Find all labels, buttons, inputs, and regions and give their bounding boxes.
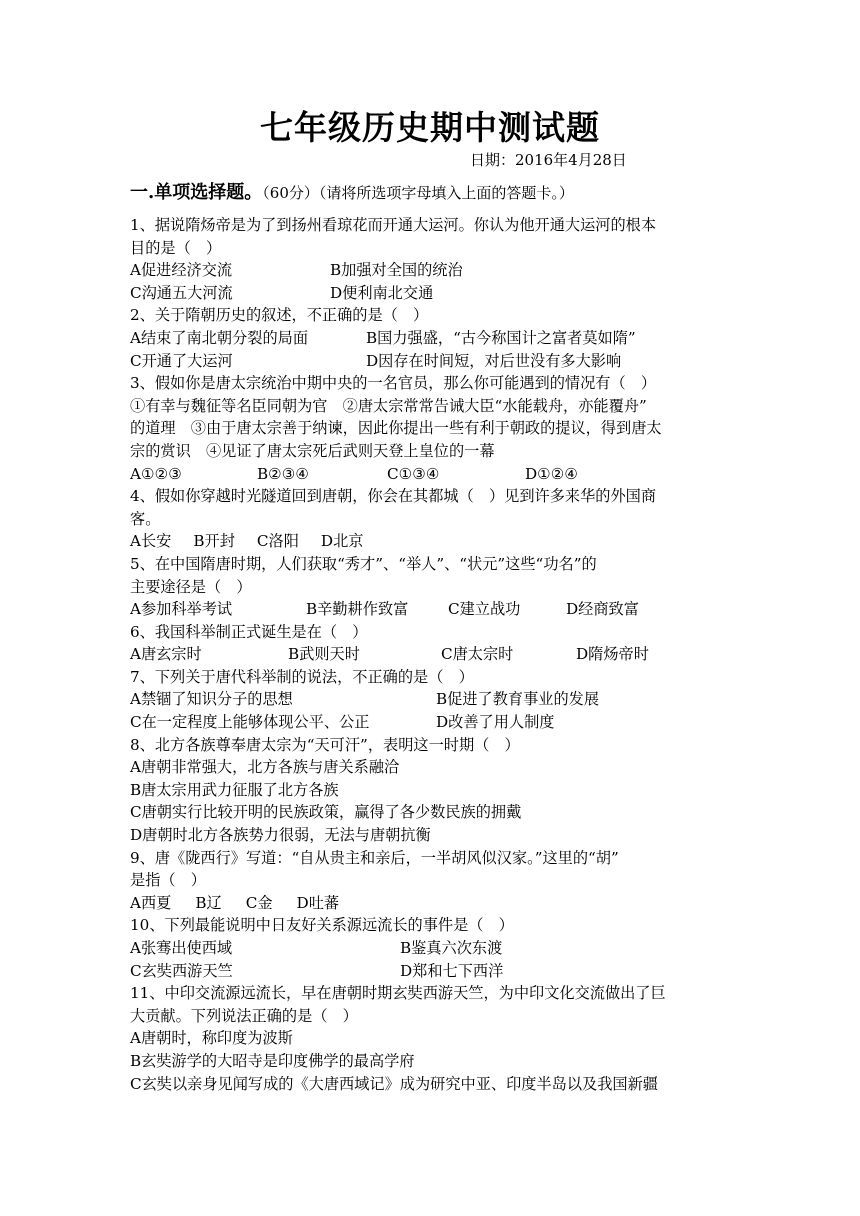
section-title: 一.单项选择题。 xyxy=(130,182,263,203)
exam-date: 日期：2016年4月28日 xyxy=(470,151,627,169)
question-stem: 的道理 ③由于唐太宗善于纳谏，因此你提出一些有利于朝政的提议，得到唐太 xyxy=(130,419,662,438)
option-c[interactable]: C沟通五大河流 xyxy=(130,283,233,302)
question-stem: 宗的赏识 ④见证了唐太宗死后武则天登上皇位的一幕 xyxy=(130,441,495,460)
section-instruction: （请将所选项字母填入上面的答题卡。） xyxy=(318,184,574,202)
option-row xyxy=(130,530,735,553)
option-row xyxy=(130,259,735,282)
option-a[interactable]: A结束了南北朝分裂的局面 xyxy=(130,328,309,347)
option-row xyxy=(130,688,735,711)
option-row xyxy=(130,937,735,960)
question-stem: 主要途径是（ ） xyxy=(130,577,252,596)
question-4 xyxy=(130,485,735,553)
option-d[interactable]: D经商致富 xyxy=(566,600,639,619)
question-2 xyxy=(130,304,735,372)
question-stem: 9、唐《陇西行》写道：“自从贵主和亲后，一半胡风似汉家。”这里的“胡” xyxy=(130,848,619,867)
option-c[interactable]: C在一定程度上能够体现公平、公正 xyxy=(130,713,370,732)
option-a[interactable]: A参加科举考试 xyxy=(130,600,233,619)
question-stem: 8、北方各族尊奉唐太宗为“天可汗”，表明这一时期（ ） xyxy=(130,735,520,754)
option-row xyxy=(130,463,735,486)
option-a[interactable]: A①②③ xyxy=(130,464,182,483)
option-a[interactable]: A唐朝时，称印度为波斯 xyxy=(130,1029,293,1048)
question-7 xyxy=(130,666,735,734)
question-list xyxy=(130,214,735,1095)
question-stem: 目的是（ ） xyxy=(130,238,222,257)
option-d[interactable]: D唐朝时北方各族势力很弱，无法与唐朝抗衡 xyxy=(130,826,431,845)
option-c[interactable]: C唐朝实行比较开明的民族政策，赢得了各少数民族的拥戴 xyxy=(130,803,522,822)
option-d[interactable]: D改善了用人制度 xyxy=(436,713,555,732)
option-b[interactable]: B国力强盛，“古今称国计之富者莫如隋” xyxy=(366,328,636,347)
option-b[interactable]: B开封 xyxy=(193,532,235,551)
question-stem: 是指（ ） xyxy=(130,871,206,890)
question-8 xyxy=(130,734,735,847)
question-stem: 11、中印交流源远流长，早在唐朝时期玄奘西游天竺，为中印文化交流做出了巨 xyxy=(130,984,666,1003)
option-c[interactable]: C洛阳 xyxy=(256,532,299,551)
option-c[interactable]: C①③④ xyxy=(387,464,440,483)
option-a[interactable]: A唐朝非常强大，北方各族与唐关系融洽 xyxy=(130,758,400,777)
option-b[interactable]: B辽 xyxy=(195,893,222,912)
question-5 xyxy=(130,553,735,621)
option-b[interactable]: B鉴真六次东渡 xyxy=(400,939,503,957)
option-d[interactable]: D隋炀帝时 xyxy=(576,645,649,664)
question-stem: 客。 xyxy=(130,509,161,528)
option-c[interactable]: C玄奘西游天竺 xyxy=(130,961,233,980)
option-d[interactable]: D吐蕃 xyxy=(296,893,340,912)
option-b[interactable]: B加强对全国的统治 xyxy=(330,261,463,280)
option-c[interactable]: C唐太宗时 xyxy=(441,645,514,664)
question-stem: ①有幸与魏征等名臣同朝为官 ②唐太宗常常告诫大臣“水能载舟，亦能覆舟” xyxy=(130,396,647,415)
question-stem: 2、关于隋朝历史的叙述，不正确的是（ ） xyxy=(130,306,429,325)
option-b[interactable]: B促进了教育事业的发展 xyxy=(436,690,600,709)
option-b[interactable]: B②③④ xyxy=(257,464,310,483)
option-d[interactable]: D北京 xyxy=(320,532,364,551)
option-c[interactable]: C建立战功 xyxy=(448,600,521,619)
option-row xyxy=(130,960,735,983)
question-3 xyxy=(130,372,735,485)
option-row xyxy=(130,282,735,305)
question-stem: 大贡献。下列说法正确的是（ ） xyxy=(130,1006,358,1025)
option-d[interactable]: D①②④ xyxy=(525,464,579,483)
option-a[interactable]: A唐玄宗时 xyxy=(130,645,202,664)
option-b[interactable]: B辛勤耕作致富 xyxy=(306,600,409,619)
option-c[interactable]: C玄奘以亲身见闻写成的《大唐西域记》成为研究中亚、印度半岛以及我国新疆 xyxy=(130,1074,658,1093)
question-stem: 4、假如你穿越时光隧道回到唐朝，你会在其都城（ ）见到许多来华的外国商 xyxy=(130,487,657,506)
option-a[interactable]: A张骞出使西域 xyxy=(130,939,233,957)
option-d[interactable]: D郑和七下西洋 xyxy=(400,961,504,980)
option-row xyxy=(130,643,735,666)
question-11 xyxy=(130,982,735,1095)
question-stem: 7、下列关于唐代科举制的说法，不正确的是（ ） xyxy=(130,667,474,686)
option-c[interactable]: C金 xyxy=(245,893,273,912)
option-a[interactable]: A禁锢了知识分子的思想 xyxy=(130,690,293,709)
option-row xyxy=(130,892,735,915)
question-stem: 5、在中国隋唐时期，人们获取“秀才”、“举人”、“状元”这些“功名”的 xyxy=(130,554,597,573)
option-a[interactable]: A西夏 xyxy=(130,893,172,912)
question-stem: 3、假如你是唐太宗统治中期中央的一名官员，那么你可能遇到的情况有（ ） xyxy=(130,374,657,393)
option-a[interactable]: A长安 xyxy=(130,532,172,551)
question-1 xyxy=(130,214,735,304)
option-row xyxy=(130,598,735,621)
option-row xyxy=(130,711,735,734)
option-b[interactable]: B玄奘游学的大昭寺是印度佛学的最高学府 xyxy=(130,1051,415,1070)
option-d[interactable]: D因存在时间短，对后世没有多大影响 xyxy=(366,351,622,370)
question-stem: 10、下列最能说明中日友好关系源远流长的事件是（ ） xyxy=(130,916,514,935)
question-stem: 6、我国科举制正式诞生是在（ ） xyxy=(130,622,368,641)
option-b[interactable]: B武则天时 xyxy=(288,645,360,664)
option-b[interactable]: B唐太宗用武力征服了北方各族 xyxy=(130,780,339,799)
question-10 xyxy=(130,914,735,982)
question-9 xyxy=(130,847,735,915)
option-row xyxy=(130,350,735,373)
page-title: 七年级历史期中测试题 xyxy=(260,108,600,147)
option-a[interactable]: A促进经济交流 xyxy=(130,261,233,280)
question-stem: 1、据说隋炀帝是为了到扬州看琼花而开通大运河。你认为他开通大运河的根本 xyxy=(130,216,657,234)
section-points: （60分） xyxy=(262,184,319,202)
section-heading xyxy=(130,182,750,204)
option-c[interactable]: C开通了大运河 xyxy=(130,351,233,370)
option-row xyxy=(130,327,735,350)
question-6 xyxy=(130,621,735,666)
option-d[interactable]: D便利南北交通 xyxy=(330,283,434,302)
